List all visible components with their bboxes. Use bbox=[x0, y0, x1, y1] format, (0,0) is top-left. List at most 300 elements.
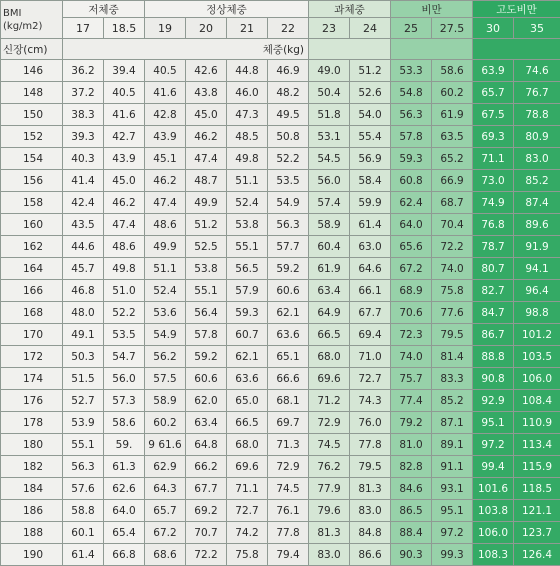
category-obese: 비만 bbox=[391, 1, 473, 18]
weight-cell: 67.7 bbox=[186, 478, 227, 500]
weight-cell: 60.4 bbox=[309, 236, 350, 258]
weight-cell: 84.7 bbox=[473, 302, 514, 324]
height-cell: 150 bbox=[1, 104, 63, 126]
weight-cell: 58.9 bbox=[145, 390, 186, 412]
weight-cell: 69.2 bbox=[186, 500, 227, 522]
weight-cell: 39.4 bbox=[104, 60, 145, 82]
weight-cell: 49.0 bbox=[309, 60, 350, 82]
weight-cell: 39.3 bbox=[63, 126, 104, 148]
height-cell: 152 bbox=[1, 126, 63, 148]
weight-cell: 108.4 bbox=[514, 390, 560, 412]
table-row bbox=[1, 346, 560, 368]
weight-cell: 69.4 bbox=[350, 324, 391, 346]
weight-cell: 57.6 bbox=[63, 478, 104, 500]
weight-cell: 56.3 bbox=[391, 104, 432, 126]
weight-cell: 68.0 bbox=[227, 434, 268, 456]
weight-cell: 71.0 bbox=[350, 346, 391, 368]
weight-cell: 55.4 bbox=[350, 126, 391, 148]
weight-cell: 51.2 bbox=[186, 214, 227, 236]
weight-cell: 77.9 bbox=[309, 478, 350, 500]
weight-cell: 79.6 bbox=[309, 500, 350, 522]
weight-cell: 41.6 bbox=[104, 104, 145, 126]
weight-cell: 89.1 bbox=[432, 434, 473, 456]
category-severe-obese: 고도비만 bbox=[473, 1, 560, 18]
weight-cell: 83.0 bbox=[350, 500, 391, 522]
units-row bbox=[1, 39, 560, 60]
weight-cell: 59.3 bbox=[391, 148, 432, 170]
weight-cell: 49.9 bbox=[145, 236, 186, 258]
weight-cell: 81.4 bbox=[432, 346, 473, 368]
height-cell: 182 bbox=[1, 456, 63, 478]
weight-cell: 43.5 bbox=[63, 214, 104, 236]
weight-cell: 68.0 bbox=[309, 346, 350, 368]
weight-cell: 66.5 bbox=[309, 324, 350, 346]
weight-cell: 58.9 bbox=[309, 214, 350, 236]
weight-cell: 54.5 bbox=[309, 148, 350, 170]
weight-cell: 84.6 bbox=[391, 478, 432, 500]
weight-cell: 76.0 bbox=[350, 412, 391, 434]
weight-cell: 74.3 bbox=[350, 390, 391, 412]
bmi-value-header: 18.5 bbox=[104, 18, 145, 39]
weight-cell: 51.5 bbox=[63, 368, 104, 390]
weight-cell: 74.6 bbox=[514, 60, 560, 82]
height-cell: 148 bbox=[1, 82, 63, 104]
weight-cell: 48.2 bbox=[268, 82, 309, 104]
bmi-value-header: 19 bbox=[145, 18, 186, 39]
category-normal: 정상체중 bbox=[145, 1, 309, 18]
weight-cell: 50.4 bbox=[309, 82, 350, 104]
bmi-label-line1: BMI bbox=[3, 8, 21, 19]
weight-cell: 60.6 bbox=[268, 280, 309, 302]
weight-cell: 79.5 bbox=[432, 324, 473, 346]
weight-cell: 69.6 bbox=[309, 368, 350, 390]
table-row bbox=[1, 60, 560, 82]
weight-cell: 36.2 bbox=[63, 60, 104, 82]
weight-cell: 54.8 bbox=[391, 82, 432, 104]
height-cell: 154 bbox=[1, 148, 63, 170]
weight-cell: 62.9 bbox=[145, 456, 186, 478]
weight-cell: 69.3 bbox=[473, 126, 514, 148]
weight-cell: 52.2 bbox=[104, 302, 145, 324]
weight-cell: 67.2 bbox=[391, 258, 432, 280]
height-cell: 146 bbox=[1, 60, 63, 82]
weight-cell: 58.6 bbox=[104, 412, 145, 434]
bmi-value-header: 21 bbox=[227, 18, 268, 39]
weight-cell: 81.3 bbox=[350, 478, 391, 500]
weight-cell: 53.5 bbox=[268, 170, 309, 192]
weight-cell: 47.4 bbox=[145, 192, 186, 214]
weight-cell: 49.8 bbox=[227, 148, 268, 170]
weight-cell: 76.1 bbox=[268, 500, 309, 522]
weight-cell: 77.4 bbox=[391, 390, 432, 412]
weight-cell: 99.3 bbox=[432, 544, 473, 566]
weight-cell: 83.0 bbox=[309, 544, 350, 566]
weight-header-fill bbox=[473, 39, 560, 60]
weight-cell: 65.7 bbox=[473, 82, 514, 104]
weight-cell: 47.3 bbox=[227, 104, 268, 126]
height-cell: 160 bbox=[1, 214, 63, 236]
weight-cell: 46.0 bbox=[227, 82, 268, 104]
weight-cell: 58.4 bbox=[350, 170, 391, 192]
weight-cell: 49.5 bbox=[268, 104, 309, 126]
height-cell: 156 bbox=[1, 170, 63, 192]
category-overweight: 과체중 bbox=[309, 1, 391, 18]
weight-cell: 56.9 bbox=[350, 148, 391, 170]
weight-cell: 52.2 bbox=[268, 148, 309, 170]
weight-cell: 51.1 bbox=[145, 258, 186, 280]
height-cell: 174 bbox=[1, 368, 63, 390]
weight-cell: 59.3 bbox=[227, 302, 268, 324]
weight-cell: 42.7 bbox=[104, 126, 145, 148]
weight-cell: 56.5 bbox=[227, 258, 268, 280]
table-row bbox=[1, 390, 560, 412]
table-row bbox=[1, 412, 560, 434]
weight-cell: 52.6 bbox=[350, 82, 391, 104]
weight-cell: 62.1 bbox=[268, 302, 309, 324]
weight-cell: 54.7 bbox=[104, 346, 145, 368]
weight-cell: 71.3 bbox=[268, 434, 309, 456]
bmi-value-header: 25 bbox=[391, 18, 432, 39]
weight-cell: 85.2 bbox=[432, 390, 473, 412]
weight-cell: 72.7 bbox=[227, 500, 268, 522]
weight-cell: 77.8 bbox=[268, 522, 309, 544]
weight-cell: 101.6 bbox=[473, 478, 514, 500]
weight-cell: 60.6 bbox=[186, 368, 227, 390]
category-header-row bbox=[1, 1, 560, 18]
weight-cell: 66.5 bbox=[227, 412, 268, 434]
table-row bbox=[1, 324, 560, 346]
weight-cell: 70.7 bbox=[186, 522, 227, 544]
weight-cell: 70.6 bbox=[391, 302, 432, 324]
weight-cell: 57.8 bbox=[186, 324, 227, 346]
weight-cell: 41.6 bbox=[145, 82, 186, 104]
weight-cell: 44.8 bbox=[227, 60, 268, 82]
weight-cell: 43.8 bbox=[186, 82, 227, 104]
weight-cell: 74.9 bbox=[473, 192, 514, 214]
weight-cell: 79.4 bbox=[268, 544, 309, 566]
weight-cell: 45.0 bbox=[186, 104, 227, 126]
table-row bbox=[1, 82, 560, 104]
weight-cell: 46.8 bbox=[63, 280, 104, 302]
height-cell: 176 bbox=[1, 390, 63, 412]
weight-cell: 60.7 bbox=[227, 324, 268, 346]
weight-cell: 52.4 bbox=[145, 280, 186, 302]
weight-cell: 83.3 bbox=[432, 368, 473, 390]
weight-cell: 93.1 bbox=[432, 478, 473, 500]
height-cell: 184 bbox=[1, 478, 63, 500]
weight-cell: 80.7 bbox=[473, 258, 514, 280]
bmi-value-header: 27.5 bbox=[432, 18, 473, 39]
table-row bbox=[1, 170, 560, 192]
height-cell: 168 bbox=[1, 302, 63, 324]
weight-cell: 55.1 bbox=[227, 236, 268, 258]
bmi-values-row bbox=[1, 18, 560, 39]
height-cell: 190 bbox=[1, 544, 63, 566]
weight-cell: 70.4 bbox=[432, 214, 473, 236]
weight-cell: 99.4 bbox=[473, 456, 514, 478]
weight-cell: 48.5 bbox=[227, 126, 268, 148]
weight-cell: 56.2 bbox=[145, 346, 186, 368]
table-row bbox=[1, 478, 560, 500]
height-cell: 158 bbox=[1, 192, 63, 214]
weight-cell: 72.7 bbox=[350, 368, 391, 390]
table-row bbox=[1, 368, 560, 390]
weight-cell: 54.9 bbox=[145, 324, 186, 346]
weight-cell: 53.8 bbox=[186, 258, 227, 280]
weight-cell: 46.2 bbox=[186, 126, 227, 148]
weight-cell: 65.0 bbox=[227, 390, 268, 412]
weight-cell: 72.2 bbox=[186, 544, 227, 566]
table-row bbox=[1, 456, 560, 478]
weight-cell: 42.8 bbox=[145, 104, 186, 126]
weight-cell: 61.9 bbox=[432, 104, 473, 126]
weight-cell: 63.4 bbox=[186, 412, 227, 434]
weight-cell: 78.8 bbox=[514, 104, 560, 126]
weight-cell: 74.0 bbox=[391, 346, 432, 368]
weight-cell: 37.2 bbox=[63, 82, 104, 104]
weight-cell: 64.3 bbox=[145, 478, 186, 500]
table-row bbox=[1, 192, 560, 214]
weight-cell: 64.9 bbox=[309, 302, 350, 324]
weight-cell: 62.1 bbox=[227, 346, 268, 368]
table-row bbox=[1, 280, 560, 302]
weight-cell: 90.8 bbox=[473, 368, 514, 390]
weight-cell: 87.1 bbox=[432, 412, 473, 434]
weight-cell: 40.3 bbox=[63, 148, 104, 170]
height-cell: 180 bbox=[1, 434, 63, 456]
weight-cell: 72.9 bbox=[309, 412, 350, 434]
weight-cell: 59.9 bbox=[350, 192, 391, 214]
weight-cell: 43.9 bbox=[104, 148, 145, 170]
weight-cell: 95.1 bbox=[473, 412, 514, 434]
weight-cell: 68.7 bbox=[432, 192, 473, 214]
weight-cell: 54.0 bbox=[350, 104, 391, 126]
weight-cell: 56.3 bbox=[268, 214, 309, 236]
bmi-label bbox=[1, 1, 63, 39]
weight-cell: 52.5 bbox=[186, 236, 227, 258]
weight-cell: 113.4 bbox=[514, 434, 560, 456]
weight-cell: 64.0 bbox=[104, 500, 145, 522]
weight-cell: 68.6 bbox=[145, 544, 186, 566]
weight-cell: 57.7 bbox=[268, 236, 309, 258]
weight-cell: 64.0 bbox=[391, 214, 432, 236]
weight-cell: 62.0 bbox=[186, 390, 227, 412]
weight-cell: 108.3 bbox=[473, 544, 514, 566]
weight-cell: 90.3 bbox=[391, 544, 432, 566]
weight-cell: 55.1 bbox=[186, 280, 227, 302]
weight-cell: 97.2 bbox=[473, 434, 514, 456]
weight-cell: 88.4 bbox=[391, 522, 432, 544]
height-label: 신장(cm) bbox=[1, 39, 63, 60]
weight-cell: 75.7 bbox=[391, 368, 432, 390]
weight-cell: 74.0 bbox=[432, 258, 473, 280]
weight-cell: 63.9 bbox=[473, 60, 514, 82]
weight-cell: 40.5 bbox=[104, 82, 145, 104]
weight-cell: 63.6 bbox=[268, 324, 309, 346]
weight-cell: 61.4 bbox=[350, 214, 391, 236]
weight-cell: 47.4 bbox=[104, 214, 145, 236]
weight-cell: 68.1 bbox=[268, 390, 309, 412]
weight-cell: 48.0 bbox=[63, 302, 104, 324]
weight-cell: 59.2 bbox=[268, 258, 309, 280]
weight-cell: 86.5 bbox=[391, 500, 432, 522]
weight-cell: 86.7 bbox=[473, 324, 514, 346]
weight-cell: 77.8 bbox=[350, 434, 391, 456]
weight-cell: 86.6 bbox=[350, 544, 391, 566]
weight-cell: 54.9 bbox=[268, 192, 309, 214]
weight-cell: 55.1 bbox=[63, 434, 104, 456]
weight-cell: 68.9 bbox=[391, 280, 432, 302]
weight-cell: 61.3 bbox=[104, 456, 145, 478]
weight-cell: 58.8 bbox=[63, 500, 104, 522]
weight-cell: 75.8 bbox=[227, 544, 268, 566]
bmi-label-line2: (kg/m2) bbox=[3, 21, 42, 32]
table-row bbox=[1, 236, 560, 258]
weight-cell: 57.8 bbox=[391, 126, 432, 148]
weight-cell: 84.8 bbox=[350, 522, 391, 544]
weight-cell: 66.8 bbox=[104, 544, 145, 566]
weight-cell: 92.9 bbox=[473, 390, 514, 412]
weight-cell: 85.2 bbox=[514, 170, 560, 192]
weight-cell: 66.2 bbox=[186, 456, 227, 478]
weight-cell: 63.4 bbox=[309, 280, 350, 302]
weight-cell: 53.3 bbox=[391, 60, 432, 82]
height-cell: 170 bbox=[1, 324, 63, 346]
weight-cell: 49.8 bbox=[104, 258, 145, 280]
weight-cell: 65.7 bbox=[145, 500, 186, 522]
weight-cell: 59.2 bbox=[186, 346, 227, 368]
weight-cell: 103.8 bbox=[473, 500, 514, 522]
weight-cell: 48.6 bbox=[104, 236, 145, 258]
weight-cell: 74.5 bbox=[309, 434, 350, 456]
weight-cell: 67.7 bbox=[350, 302, 391, 324]
weight-cell: 60.2 bbox=[432, 82, 473, 104]
weight-cell: 61.4 bbox=[63, 544, 104, 566]
weight-cell: 79.5 bbox=[350, 456, 391, 478]
weight-cell: 110.9 bbox=[514, 412, 560, 434]
table-row bbox=[1, 544, 560, 566]
weight-cell: 69.6 bbox=[227, 456, 268, 478]
height-cell: 172 bbox=[1, 346, 63, 368]
weight-cell: 72.3 bbox=[391, 324, 432, 346]
table-row bbox=[1, 522, 560, 544]
weight-cell: 48.6 bbox=[145, 214, 186, 236]
weight-cell: 103.5 bbox=[514, 346, 560, 368]
weight-cell: 41.4 bbox=[63, 170, 104, 192]
weight-cell: 77.6 bbox=[432, 302, 473, 324]
weight-cell: 64.8 bbox=[186, 434, 227, 456]
weight-cell: 101.2 bbox=[514, 324, 560, 346]
table-row bbox=[1, 434, 560, 456]
height-cell: 188 bbox=[1, 522, 63, 544]
weight-cell: 106.0 bbox=[514, 368, 560, 390]
weight-cell: 79.2 bbox=[391, 412, 432, 434]
weight-header-fill bbox=[391, 39, 473, 60]
weight-cell: 71.1 bbox=[473, 148, 514, 170]
weight-cell: 71.2 bbox=[309, 390, 350, 412]
weight-label: 체중(kg) bbox=[63, 39, 309, 60]
weight-cell: 76.2 bbox=[309, 456, 350, 478]
weight-cell: 56.0 bbox=[309, 170, 350, 192]
weight-cell: 87.4 bbox=[514, 192, 560, 214]
weight-cell: 82.7 bbox=[473, 280, 514, 302]
weight-cell: 67.2 bbox=[145, 522, 186, 544]
bmi-value-header: 17 bbox=[63, 18, 104, 39]
weight-cell: 81.3 bbox=[309, 522, 350, 544]
height-cell: 186 bbox=[1, 500, 63, 522]
category-underweight: 저체중 bbox=[63, 1, 145, 18]
weight-cell: 91.1 bbox=[432, 456, 473, 478]
table-row bbox=[1, 500, 560, 522]
weight-cell: 57.3 bbox=[104, 390, 145, 412]
weight-cell: 56.4 bbox=[186, 302, 227, 324]
bmi-value-header: 24 bbox=[350, 18, 391, 39]
weight-cell: 42.6 bbox=[186, 60, 227, 82]
weight-cell: 65.4 bbox=[104, 522, 145, 544]
weight-cell: 123.7 bbox=[514, 522, 560, 544]
weight-cell: 78.7 bbox=[473, 236, 514, 258]
height-cell: 178 bbox=[1, 412, 63, 434]
weight-cell: 53.1 bbox=[309, 126, 350, 148]
weight-cell: 42.4 bbox=[63, 192, 104, 214]
weight-cell: 51.8 bbox=[309, 104, 350, 126]
weight-cell: 62.6 bbox=[104, 478, 145, 500]
weight-cell: 118.5 bbox=[514, 478, 560, 500]
weight-cell: 75.8 bbox=[432, 280, 473, 302]
height-cell: 166 bbox=[1, 280, 63, 302]
weight-cell: 60.2 bbox=[145, 412, 186, 434]
weight-cell: 44.6 bbox=[63, 236, 104, 258]
bmi-value-header: 30 bbox=[473, 18, 514, 39]
height-cell: 164 bbox=[1, 258, 63, 280]
weight-cell: 83.0 bbox=[514, 148, 560, 170]
weight-cell: 91.9 bbox=[514, 236, 560, 258]
weight-cell: 126.4 bbox=[514, 544, 560, 566]
bmi-value-header: 35 bbox=[514, 18, 560, 39]
weight-cell: 57.4 bbox=[309, 192, 350, 214]
bmi-value-header: 20 bbox=[186, 18, 227, 39]
weight-cell: 56.0 bbox=[104, 368, 145, 390]
weight-cell: 66.9 bbox=[432, 170, 473, 192]
weight-cell: 52.4 bbox=[227, 192, 268, 214]
weight-cell: 62.4 bbox=[391, 192, 432, 214]
weight-cell: 60.1 bbox=[63, 522, 104, 544]
weight-cell: 57.5 bbox=[145, 368, 186, 390]
weight-cell: 82.8 bbox=[391, 456, 432, 478]
table-row bbox=[1, 214, 560, 236]
weight-cell: 76.7 bbox=[514, 82, 560, 104]
table-row bbox=[1, 302, 560, 324]
weight-cell: 43.9 bbox=[145, 126, 186, 148]
weight-cell: 63.6 bbox=[227, 368, 268, 390]
weight-cell: 98.8 bbox=[514, 302, 560, 324]
weight-cell: 66.6 bbox=[268, 368, 309, 390]
weight-header-fill bbox=[309, 39, 391, 60]
weight-cell: 52.7 bbox=[63, 390, 104, 412]
weight-cell: 53.5 bbox=[104, 324, 145, 346]
height-cell: 162 bbox=[1, 236, 63, 258]
table-row bbox=[1, 126, 560, 148]
weight-cell: 56.3 bbox=[63, 456, 104, 478]
weight-cell: 9 61.6 bbox=[145, 434, 186, 456]
weight-cell: 59. bbox=[104, 434, 145, 456]
weight-cell: 63.0 bbox=[350, 236, 391, 258]
table-row bbox=[1, 104, 560, 126]
weight-cell: 48.7 bbox=[186, 170, 227, 192]
weight-cell: 72.2 bbox=[432, 236, 473, 258]
weight-cell: 121.1 bbox=[514, 500, 560, 522]
weight-cell: 65.6 bbox=[391, 236, 432, 258]
